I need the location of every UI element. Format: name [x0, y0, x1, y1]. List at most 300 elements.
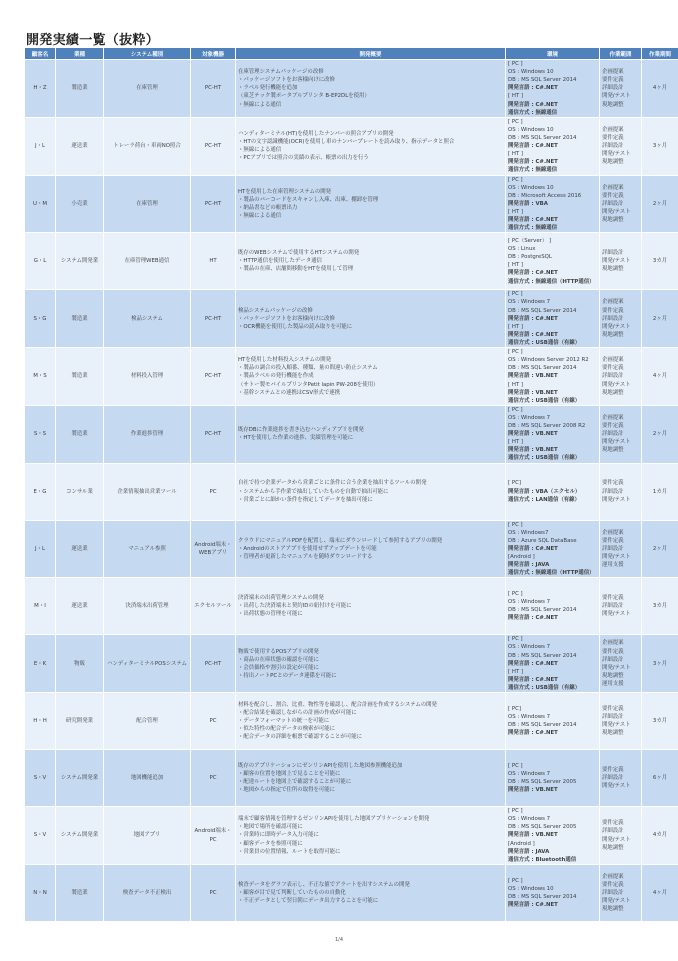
- target-device-cell: エクセルツール: [191, 578, 236, 635]
- system-type-cell: 地図機能追加: [104, 750, 191, 807]
- work-scope-item: 企画提案: [602, 414, 624, 421]
- work-scope-cell: [600, 520, 642, 578]
- industry-cell: コンサル業: [56, 463, 104, 520]
- environment-line: OS : Windows Server 2012 R2: [508, 357, 589, 364]
- system-type-cell: マニュアル参照: [104, 520, 191, 578]
- environment-line: 開発言語 : C#.NET: [508, 159, 558, 166]
- overview-line: ・Androidのストアアプリを使用せずアップデートを可能: [238, 545, 377, 552]
- system-type-cell: 配合管理: [104, 693, 191, 750]
- table-row: [25, 578, 678, 635]
- work-scope-item: 要件定義: [602, 820, 624, 827]
- work-period-cell: 2ヶ月: [642, 290, 678, 348]
- environment-line: DB : Azure SQL DataBase: [508, 537, 577, 544]
- environment-line: 開発言語 : C#.NET: [508, 676, 558, 683]
- environment-line: DB : PostgreSQL: [508, 254, 552, 261]
- work-scope-item: 開発/テスト: [602, 722, 631, 729]
- overview-line: ・システムから手作業で抽出していたものを自動で抽出可能に: [238, 488, 389, 495]
- work-scope-item: 詳細設計: [602, 545, 624, 552]
- overview-cell: [236, 807, 506, 865]
- environment-line: 開発言語 : C#.NET: [508, 615, 558, 622]
- overview-line: ・パッケージソフトをお客様向けに改修: [238, 77, 335, 84]
- customer-cell: H・H: [25, 693, 56, 750]
- work-scope-item: 開発/テスト: [602, 496, 631, 503]
- work-period-cell: 2ヶ月: [642, 175, 678, 233]
- customer-cell: E・G: [25, 463, 56, 520]
- environment-line: DB : MS SQL Server 2008 R2: [508, 423, 586, 430]
- environment-line: OS : Windows 10: [508, 184, 554, 191]
- customer-cell: S・V: [25, 750, 56, 807]
- work-scope-item: 詳細設計: [602, 488, 624, 495]
- customer-cell: E・K: [25, 635, 56, 693]
- target-device-cell: PC-HT: [191, 405, 236, 463]
- table-row: [25, 750, 678, 807]
- work-scope-item: 現地調整: [602, 730, 624, 737]
- work-scope-item: 企画提案: [602, 126, 624, 133]
- target-device-cell: PC: [191, 864, 236, 921]
- work-scope-item: 開発/テスト: [602, 783, 631, 790]
- work-period-cell: 2ヶ月: [642, 405, 678, 463]
- work-scope-cell: [600, 463, 642, 520]
- customer-cell: S・G: [25, 290, 56, 348]
- overview-line: ・配合結果を確認しながらの計画の作成が可能に: [238, 709, 357, 716]
- overview-cell: [236, 635, 506, 693]
- target-device-cell: PC-HT: [191, 290, 236, 348]
- overview-line: ・持出ノートPCとのデータ連係を可能に: [238, 672, 337, 679]
- work-scope-cell: [600, 117, 642, 175]
- overview-cell: [236, 290, 506, 348]
- work-period-cell: 3カ月: [642, 233, 678, 290]
- work-scope-item: 運用支援: [602, 562, 624, 569]
- environment-cell: [506, 750, 600, 807]
- environment-line: DB : MS SQL Server 2014: [508, 652, 577, 659]
- overview-cell: [236, 463, 506, 520]
- work-scope-item: 詳細設計: [602, 603, 624, 610]
- environment-cell: [506, 175, 600, 233]
- customer-cell: S・V: [25, 807, 56, 865]
- work-scope-item: 企画提案: [602, 529, 624, 536]
- work-scope-item: 詳細設計: [602, 373, 624, 380]
- work-scope-item: 詳細設計: [602, 143, 624, 150]
- overview-line: ・HTを使用した作業の進捗、実績管理を可能に: [238, 435, 354, 442]
- overview-line: ・無線による通信: [238, 147, 282, 154]
- work-scope-item: 現地調整: [602, 101, 624, 108]
- work-period-cell: 2ヶ月: [642, 520, 678, 578]
- work-scope-item: 要件定義: [602, 595, 624, 602]
- table-row: [25, 520, 678, 578]
- work-scope-item: 現地調整: [602, 844, 624, 851]
- system-type-cell: 企業情報抽出営業ツール: [104, 463, 191, 520]
- overview-line: ・出荷状態の管理を可能に: [238, 611, 303, 618]
- environment-line: 通信方式 : Bluetooth通信: [508, 856, 577, 863]
- overview-line: 在庫管理システムパッケージの改修: [238, 69, 324, 76]
- column-header-overview: 開発概要: [236, 48, 506, 60]
- work-scope-item: 要件定義: [602, 648, 624, 655]
- environment-line: DB : MS SQL Server 2005: [508, 779, 577, 786]
- overview-line: 既存のアプリケーションにゼンリンAPIを使用した地図参照機能追加: [238, 762, 403, 769]
- environment-line: OS : Windows7: [508, 529, 549, 536]
- environment-line: [ PC ]: [508, 521, 523, 528]
- overview-line: 決済端末の出荷管理システムの開発: [238, 595, 324, 602]
- overview-cell: [236, 233, 506, 290]
- environment-line: [ HT ]: [508, 323, 523, 330]
- environment-line: OS : Windows 7: [508, 599, 551, 606]
- work-scope-item: 要件定義: [602, 192, 624, 199]
- environment-line: 開発言語 : C#.NET: [508, 143, 558, 150]
- overview-line: ハンディターミナル(HT)を使用したナンバーの照合アプリの開発: [238, 130, 394, 137]
- system-type-cell: 在庫管理: [104, 60, 191, 118]
- environment-line: OS : Windows 7: [508, 414, 551, 421]
- overview-line: ・パッケージソフトをお客様向けに改修: [238, 315, 335, 322]
- column-header-scope: 作業範囲: [600, 48, 642, 60]
- environment-line: 通信方式 : LAN通信（有線）: [508, 496, 580, 503]
- table-row: [25, 405, 678, 463]
- environment-cell: [506, 635, 600, 693]
- environment-cell: [506, 117, 600, 175]
- environment-line: 開発言語 : VB.NET: [508, 389, 558, 396]
- work-scope-item: 開発/テスト: [602, 836, 631, 843]
- environment-line: [ HT ]: [508, 93, 523, 100]
- overview-cell: [236, 405, 506, 463]
- overview-line: ・地図からの指定で住所の取得を可能に: [238, 787, 336, 794]
- overview-line: ・データフォーマットの統一を可能に: [238, 718, 330, 725]
- work-scope-cell: [600, 864, 642, 921]
- work-scope-item: 開発/テスト: [602, 93, 631, 100]
- industry-cell: 製造業: [56, 60, 104, 118]
- environment-cell: [506, 463, 600, 520]
- work-scope-item: 詳細設計: [602, 315, 624, 322]
- column-header-system: システム種別: [104, 48, 191, 60]
- overview-line: ・納品書などの帳票出力: [238, 204, 298, 211]
- work-scope-item: 詳細設計: [602, 200, 624, 207]
- overview-line: ・管理者が更新したマニュアルを随時ダウンロードする: [238, 554, 373, 561]
- work-scope-item: 現地調整: [602, 906, 624, 913]
- environment-cell: [506, 405, 600, 463]
- industry-cell: システム開発業: [56, 807, 104, 865]
- customer-cell: M・S: [25, 348, 56, 406]
- environment-line: 開発言語 : VBA: [508, 200, 548, 207]
- environment-line: [ PC ]: [508, 118, 523, 125]
- customer-cell: G・L: [25, 233, 56, 290]
- customer-cell: U・M: [25, 175, 56, 233]
- environment-line: [ HT ]: [508, 262, 523, 269]
- environment-cell: [506, 348, 600, 406]
- environment-cell: [506, 693, 600, 750]
- table-row: [25, 233, 678, 290]
- target-device-cell: PC-HT: [191, 635, 236, 693]
- environment-line: [ PC ]: [508, 61, 523, 67]
- overview-line: ・製品のバーコードをスキャンし入庫、出庫、棚卸を管理: [238, 196, 379, 203]
- environment-line: 通信方式 : 無線通信: [508, 109, 558, 116]
- environment-line: 開発言語 : C#.NET: [508, 315, 558, 322]
- table-row: [25, 463, 678, 520]
- overview-line: ・製品の在庫、店舗間移動をHTを使用して管理: [238, 266, 354, 273]
- work-scope-item: 要件定義: [602, 537, 624, 544]
- environment-line: 通信方式 : USB通信（有線）: [508, 397, 581, 404]
- work-scope-item: 企画提案: [602, 640, 624, 647]
- table-row: [25, 175, 678, 233]
- target-device-cell: PC: [191, 463, 236, 520]
- work-scope-item: 開発/テスト: [602, 439, 631, 446]
- target-device-cell: PC: [191, 693, 236, 750]
- table-row: [25, 693, 678, 750]
- environment-line: OS : Windows 7: [508, 771, 551, 778]
- environment-line: OS : Windows 7: [508, 644, 551, 651]
- environment-line: [ PC]: [508, 705, 521, 712]
- customer-cell: J・L: [25, 520, 56, 578]
- work-scope-item: 要件定義: [602, 77, 624, 84]
- overview-line: HTを使用した材料投入システムの開発: [238, 357, 332, 364]
- environment-line: 開発言語 : C#.NET: [508, 101, 558, 108]
- environment-line: [ PC ]: [508, 591, 523, 598]
- overview-cell: [236, 693, 506, 750]
- work-scope-cell: [600, 693, 642, 750]
- environment-line: [ HT ]: [508, 208, 523, 215]
- overview-line: ・OCR機能を使用した製品の読み取りを可能に: [238, 323, 353, 330]
- work-period-cell: 3カ月: [642, 693, 678, 750]
- environment-cell: [506, 864, 600, 921]
- environment-cell: [506, 807, 600, 865]
- overview-line: ・地図で場所を確認可能に: [238, 824, 303, 831]
- work-scope-item: 開発/テスト: [602, 151, 631, 158]
- overview-line: ・製品の調合の投入順番、種類、量の間違い防止システム: [238, 365, 378, 372]
- work-period-cell: 4ヶ月: [642, 864, 678, 921]
- system-type-cell: 決済端末出荷管理: [104, 578, 191, 635]
- overview-line: ・商品の在庫状態の確認を可能に: [238, 656, 319, 663]
- work-period-cell: 6ヶ月: [642, 750, 678, 807]
- overview-line: ・顧客の位置を地図上で見ることを可能に: [238, 771, 341, 778]
- overview-line: ・基幹システムとの連携はCSV形式で連携: [238, 389, 340, 396]
- overview-line: ・HTの文字認識機能(OCR)を使用し車のナンバープレートを読み取り、指示データと照合: [238, 139, 455, 146]
- work-period-cell: 4ヶ月: [642, 60, 678, 118]
- environment-line: DB : MS SQL Server 2014: [508, 77, 577, 84]
- environment-line: [ HT ]: [508, 381, 523, 388]
- table-row: [25, 290, 678, 348]
- work-scope-item: 現地調整: [602, 672, 624, 679]
- overview-cell: [236, 175, 506, 233]
- work-scope-item: 詳細設計: [602, 828, 624, 835]
- work-scope-item: 詳細設計: [602, 656, 624, 663]
- environment-line: [ PC ]: [508, 176, 523, 183]
- overview-line: ・ラベル発行機能を追加: [238, 85, 298, 92]
- work-scope-item: 詳細設計: [602, 714, 624, 721]
- overview-cell: [236, 117, 506, 175]
- environment-line: OS : Windows 7: [508, 714, 551, 721]
- industry-cell: 製造業: [56, 864, 104, 921]
- work-scope-item: 開発/テスト: [602, 323, 631, 330]
- environment-line: 通信方式 : USB通信（有線）: [508, 685, 581, 692]
- environment-line: 開発言語 : C#.NET: [508, 331, 558, 338]
- overview-line: 検品システムパッケージの改修: [238, 307, 313, 314]
- customer-cell: J・L: [25, 117, 56, 175]
- overview-line: ・営業ごとに細かい条件を指定してデータを抽出可能に: [238, 496, 373, 503]
- environment-cell: [506, 520, 600, 578]
- environment-line: 開発言語 : VB.NET: [508, 832, 558, 839]
- overview-line: ・無線による通信: [238, 213, 282, 220]
- work-scope-cell: [600, 405, 642, 463]
- work-scope-item: 開発/テスト: [602, 664, 631, 671]
- work-scope-item: 要件定義: [602, 480, 624, 487]
- work-scope-item: 開発/テスト: [602, 611, 631, 618]
- environment-line: 通信方式 : 無線通信（HTTP通信）: [508, 278, 595, 285]
- environment-line: DB : MS SQL Server 2005: [508, 824, 577, 831]
- work-scope-item: 企画提案: [602, 299, 624, 306]
- environment-line: 開発言語 : C#.NET: [508, 85, 558, 92]
- table-row: [25, 807, 678, 865]
- target-device-cell: PC-HT: [191, 348, 236, 406]
- environment-line: DB : Microsoft Access 2016: [508, 192, 582, 199]
- overview-line: ・営業時に即時データ入力可能に: [238, 832, 319, 839]
- work-scope-cell: [600, 635, 642, 693]
- system-type-cell: ハンディターミナルPOSシステム: [104, 635, 191, 693]
- environment-line: 開発言語 : VB.NET: [508, 447, 558, 454]
- customer-cell: N・N: [25, 864, 56, 921]
- work-scope-item: 現地調整: [602, 447, 624, 454]
- overview-cell: [236, 348, 506, 406]
- overview-line: ・営業員の位置情報、ルートを取得可能に: [238, 848, 341, 855]
- environment-line: [ HT ]: [508, 668, 523, 675]
- environment-line: OS : Windows 10: [508, 885, 554, 892]
- overview-line: ・配合データの詳細を帳票で確認することが可能に: [238, 734, 362, 741]
- environment-line: [ PC ]: [508, 877, 523, 884]
- work-scope-item: 開発/テスト: [602, 554, 631, 561]
- overview-line: ・HTTP通信を使用したデータ通信: [238, 258, 322, 265]
- environment-line: [ PC ]: [508, 762, 523, 769]
- system-type-cell: 検品システム: [104, 290, 191, 348]
- industry-cell: 研究開発業: [56, 693, 104, 750]
- environment-line: [ PC ]: [508, 349, 523, 356]
- table-header-row: [25, 48, 678, 60]
- industry-cell: システム開発業: [56, 233, 104, 290]
- work-scope-item: 企画提案: [602, 69, 624, 76]
- environment-line: 開発言語 : C#.NET: [508, 217, 558, 224]
- work-scope-cell: [600, 807, 642, 865]
- table-row: [25, 635, 678, 693]
- overview-line: ・不正データとして翌日朝にデータ出力することを可能に: [238, 897, 379, 904]
- system-type-cell: トレーラ荷台・車両NO照合: [104, 117, 191, 175]
- overview-line: 既存DBに作業進捗を書き込むハンディアプリを開発: [238, 427, 364, 434]
- work-scope-item: 詳細設計: [602, 85, 624, 92]
- work-scope-item: 要件定義: [602, 705, 624, 712]
- overview-cell: [236, 578, 506, 635]
- environment-line: 通信方式 : 無線通信（HTTP通信）: [508, 570, 595, 577]
- environment-line: [ PC ]: [508, 808, 523, 815]
- environment-line: 開発言語 : C#.NET: [508, 660, 558, 667]
- table-row: [25, 60, 678, 118]
- work-scope-item: 現地調整: [602, 159, 624, 166]
- overview-cell: [236, 750, 506, 807]
- work-scope-item: 要件定義: [602, 423, 624, 430]
- work-scope-item: 企画提案: [602, 873, 624, 880]
- overview-line: ・出荷した決済端末と契約IDの紐付けを可能に: [238, 603, 352, 610]
- environment-line: 通信方式 : USB通信（有線）: [508, 455, 581, 462]
- target-device-cell: Android端末・PC: [191, 807, 236, 865]
- environment-line: [ HT ]: [508, 151, 523, 158]
- environment-line: 開発言語 : C#.NET: [508, 902, 558, 908]
- overview-cell: [236, 864, 506, 921]
- environment-line: 開発言語 : JAVA: [508, 848, 550, 855]
- work-scope-item: 要件定義: [602, 134, 624, 141]
- table-row: [25, 864, 678, 921]
- industry-cell: 製造業: [56, 405, 104, 463]
- overview-cell: [236, 60, 506, 118]
- overview-line: 端末で顧客情報を管理するゼンリンAPIを使用した地図アプリケーションを開発: [238, 816, 430, 823]
- target-device-cell: HT: [191, 233, 236, 290]
- column-header-device: 対象機器: [191, 48, 236, 60]
- overview-line: ・顧客データを参照可能に: [238, 840, 303, 847]
- system-type-cell: 地図アプリ: [104, 807, 191, 865]
- work-scope-item: 現地調整: [602, 217, 624, 224]
- environment-line: DB : MS SQL Server 2014: [508, 134, 577, 141]
- environment-line: [ PC ]: [508, 636, 523, 643]
- work-scope-item: 運用支援: [602, 680, 624, 687]
- work-period-cell: 3ヶ月: [642, 635, 678, 693]
- work-scope-item: 開発/テスト: [602, 208, 631, 215]
- overview-line: 自社で持つ企業データから営業ごとに条件に合う企業を抽出するツールの開発: [238, 480, 427, 487]
- work-scope-item: 現地調整: [602, 331, 624, 338]
- column-header-period: 作業期間: [642, 48, 678, 60]
- environment-line: OS : Windows 10: [508, 69, 554, 76]
- development-results-table: [24, 47, 678, 922]
- work-scope-item: 要件定義: [602, 365, 624, 372]
- page-title: 開発実績一覧（抜粋）: [26, 33, 160, 48]
- overview-line: ・会員価格や割引の設定が可能に: [238, 664, 319, 671]
- system-type-cell: 検査データ不正検出: [104, 864, 191, 921]
- work-scope-item: 詳細設計: [602, 431, 624, 438]
- overview-line: ・顧客が目で見て判断していたものの自動化: [238, 889, 346, 896]
- industry-cell: 製造業: [56, 348, 104, 406]
- system-type-cell: 作業進捗管理: [104, 405, 191, 463]
- work-period-cell: 1カ月: [642, 463, 678, 520]
- environment-line: 通信方式 : 無線通信: [508, 167, 558, 174]
- overview-line: 既存のWEBシステムで使用するHTシステムの開発: [238, 250, 360, 257]
- environment-line: DB : MS SQL Server 2014: [508, 307, 577, 314]
- environment-line: [ PC ]: [508, 291, 523, 298]
- work-scope-cell: [600, 60, 642, 118]
- page-number: 1/4: [334, 937, 344, 943]
- environment-line: 開発言語 : C#.NET: [508, 545, 558, 552]
- environment-line: [ PC（Server） ]: [508, 237, 552, 244]
- column-header-industry: 業種: [56, 48, 104, 60]
- work-period-cell: 3ヶ月: [642, 117, 678, 175]
- overview-line: ・製品ラベルの発行機能を作成: [238, 373, 314, 380]
- environment-line: [Android ]: [508, 554, 535, 561]
- customer-cell: S・S: [25, 405, 56, 463]
- overview-cell: [236, 520, 506, 578]
- table-body: [25, 60, 678, 922]
- customer-cell: H・Z: [25, 60, 56, 118]
- column-header-environment: 環境: [506, 48, 600, 60]
- target-device-cell: PC-HT: [191, 175, 236, 233]
- environment-line: 開発言語 : C#.NET: [508, 730, 558, 737]
- environment-line: DB : MS SQL Server 2014: [508, 365, 577, 372]
- environment-line: DB : MS SQL Server 2014: [508, 607, 577, 614]
- environment-line: 開発言語 : VB.NET: [508, 787, 558, 794]
- work-scope-item: 企画提案: [602, 357, 624, 364]
- work-scope-cell: [600, 233, 642, 290]
- overview-line: ・無線による通信: [238, 101, 282, 108]
- overview-line: ・配達ルートを地図上で確認することが可能に: [238, 779, 352, 786]
- work-scope-item: 開発/テスト: [602, 381, 631, 388]
- work-scope-item: 現地調整: [602, 389, 624, 396]
- work-scope-item: 要件定義: [602, 766, 624, 773]
- system-type-cell: 在庫管理WEB通信: [104, 233, 191, 290]
- overview-line: 材料を配合し、割合、比重、物性等を確認し、配合計画を作成するシステムの開発: [238, 701, 437, 708]
- environment-line: [ HT ]: [508, 439, 523, 446]
- work-scope-cell: [600, 578, 642, 635]
- environment-line: [ PC]: [508, 480, 521, 487]
- work-scope-item: 開発/テスト: [602, 897, 631, 904]
- environment-line: 開発言語 : C#.NET: [508, 270, 558, 277]
